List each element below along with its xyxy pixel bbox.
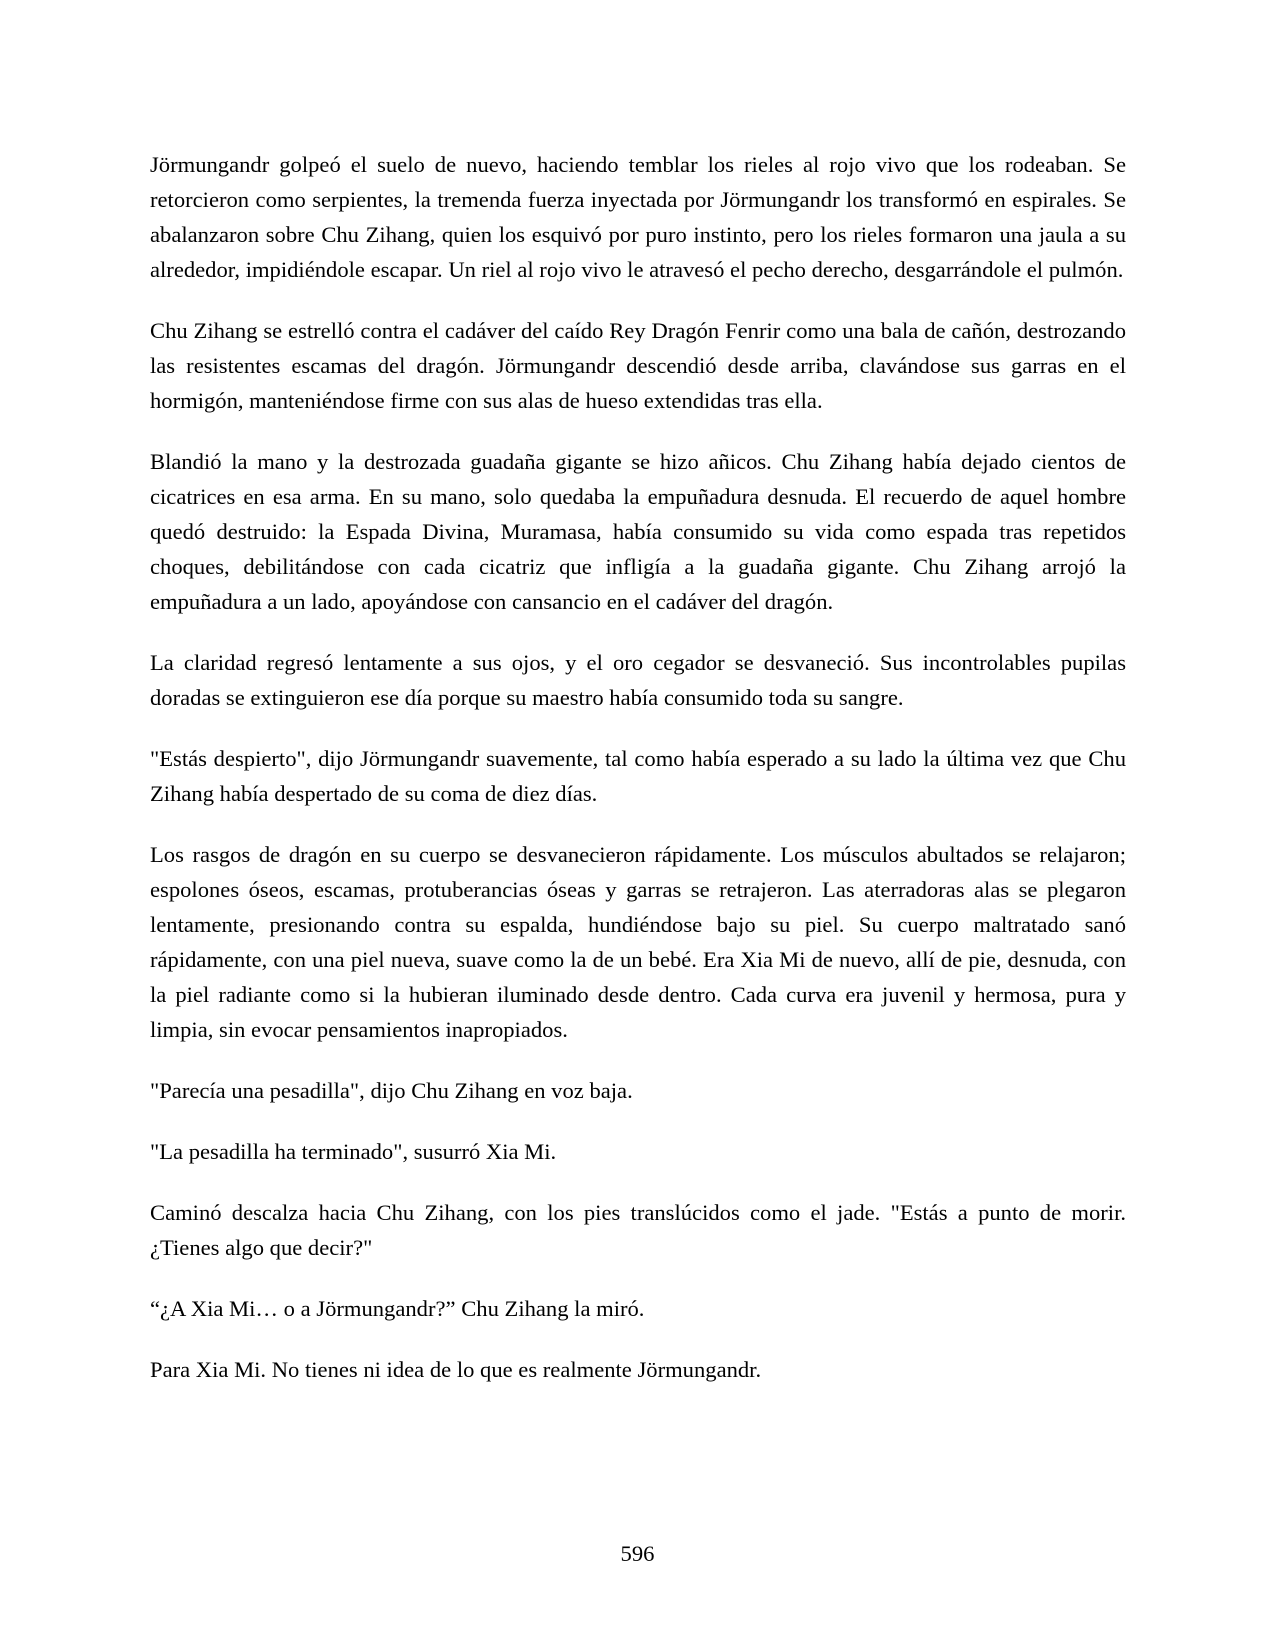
paragraph-1: Jörmungandr golpeó el suelo de nuevo, haciendo temblar los rieles al rojo vivo que los rodeaban. Se retorcieron como serpientes, la tremenda fuerza inyectada por Jörmungandr los transformó en espirales. Se abalanzaron sobre Chu Zihang, quien los esquivó por puro instinto, pero los rieles formaron una jaula a su alrededor, impidiéndole escapar. Un riel al rojo vivo le atravesó el pecho derecho, desgarrándole el pulmón. [150, 152, 1126, 282]
paragraph-7: "Parecía una pesadilla", dijo Chu Zihang en voz baja. [150, 1078, 633, 1103]
paragraph-6: Los rasgos de dragón en su cuerpo se desvanecieron rápidamente. Los músculos abultados se relajaron; espolones óseos, escamas, protuberancias óseas y garras se retrajeron. Las aterradoras alas se plegaron lentamente, presionando contra su espalda, hundiéndose bajo su piel. Su cuerpo maltratado sanó rápidamente, con una piel nueva, suave como la de un bebé. Era Xia Mi de nuevo, allí de pie, desnuda, con la piel radiante como si la hubieran iluminado desde dentro. Cada curva era juvenil y hermosa, pura y limpia, sin evocar pensamientos inapropiados. [150, 842, 1126, 1042]
page-number: 596 [620, 1541, 655, 1566]
paragraph-10: “¿A Xia Mi… o a Jörmungandr?” Chu Zihang la miró. [150, 1296, 645, 1321]
paragraph-9: Caminó descalza hacia Chu Zihang, con los pies translúcidos como el jade. "Estás a punto de morir. ¿Tienes algo que decir?" [150, 1200, 1126, 1260]
paragraph-5: "Estás despierto", dijo Jörmungandr suavemente, tal como había esperado a su lado la última vez que Chu Zihang había despertado de su coma de diez días. [150, 746, 1126, 806]
paragraph-3: Blandió la mano y la destrozada guadaña gigante se hizo añicos. Chu Zihang había dejado cientos de cicatrices en esa arma. En su mano, solo quedaba la empuñadura desnuda. El recuerdo de aquel hombre quedó destruido: la Espada Divina, Muramasa, había consumido su vida como espada tras repetidos choques, debilitándose con cada cicatriz que infligía a la guadaña gigante. Chu Zihang arrojó la empuñadura a un lado, apoyándose con cansancio en el cadáver del dragón. [150, 449, 1126, 614]
paragraph-8: "La pesadilla ha terminado", susurró Xia Mi. [150, 1139, 557, 1164]
paragraph-2: Chu Zihang se estrelló contra el cadáver del caído Rey Dragón Fenrir como una bala de cañón, destrozando las resistentes escamas del dragón. Jörmungandr descendió desde arriba, clavándose sus garras en el hormigón, manteniéndose firme con sus alas de hueso extendidas tras ella. [150, 318, 1126, 413]
paragraph-11: Para Xia Mi. No tienes ni idea de lo que es realmente Jörmungandr. [150, 1357, 762, 1382]
page-content [150, 147, 1126, 1387]
paragraph-4: La claridad regresó lentamente a sus ojos, y el oro cegador se desvaneció. Sus incontrolables pupilas doradas se extinguieron ese día porque su maestro había consumido toda su sangre. [150, 650, 1126, 710]
